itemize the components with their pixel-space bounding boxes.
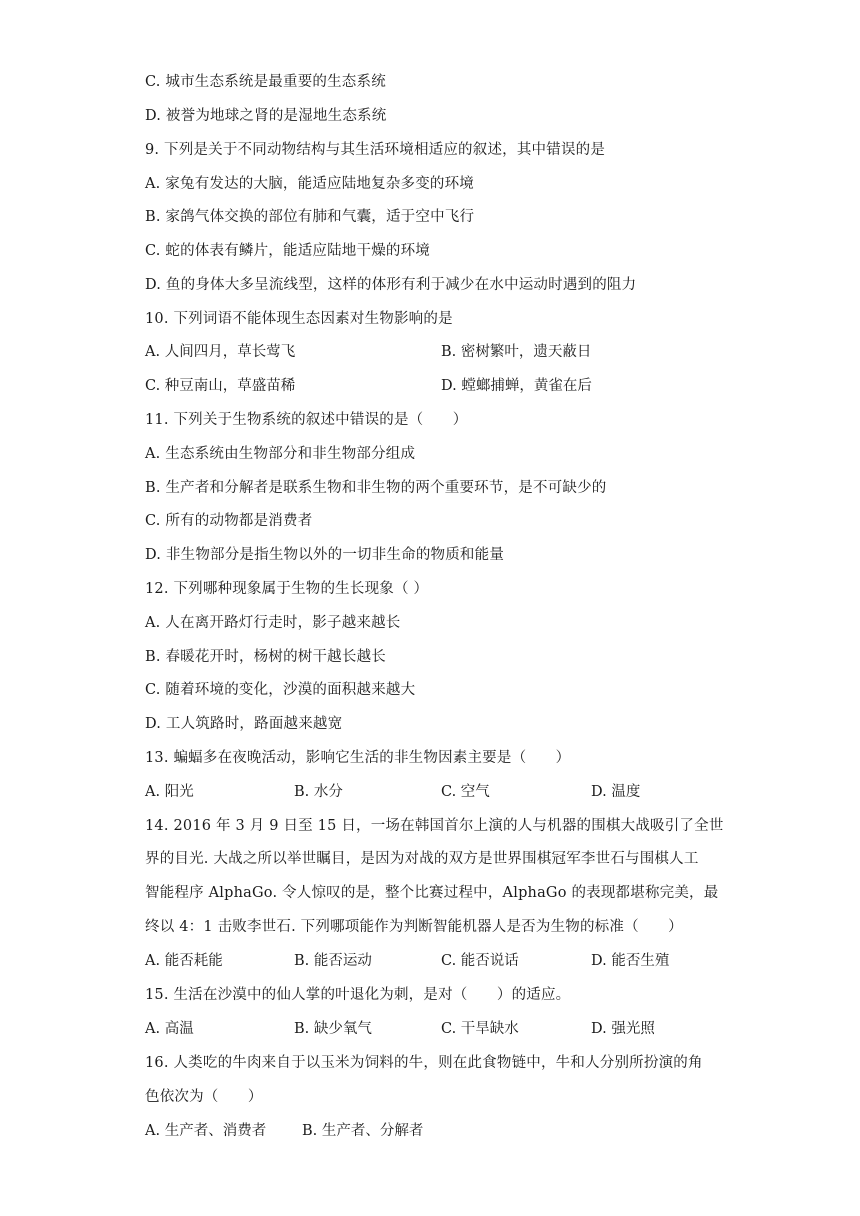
q12-option-a: A. 人在离开路灯行走时，影子越来越长 (145, 615, 401, 631)
q14-option-d: D. 能否生殖 (591, 953, 670, 969)
q14-option-b: B. 能否运动 (294, 953, 372, 969)
q16-stem-line-1: 16. 人类吃的牛肉来自于以玉米为饲料的牛，则在此食物链中，牛和人分别所扮演的角 (145, 1055, 703, 1071)
q15-option-b: B. 缺少氧气 (294, 1021, 372, 1037)
q12-option-d: D. 工人筑路时，路面越来越宽 (145, 716, 343, 732)
q9-option-a: A. 家兔有发达的大脑，能适应陆地复杂多变的环境 (145, 176, 474, 192)
q12-stem: 12. 下列哪种现象属于生物的生长现象（ ） (145, 581, 429, 597)
q14-stem-line-2: 界的目光. 大战之所以举世瞩目，是因为对战的双方是世界围棋冠军李世石与围棋人工 (145, 851, 699, 867)
q13-option-a: A. 阳光 (145, 784, 194, 800)
q11-option-d: D. 非生物部分是指生物以外的一切非生命的物质和能量 (145, 547, 505, 563)
q13-option-b: B. 水分 (294, 784, 343, 800)
q16-stem-line-2: 色依次为（ ） (145, 1089, 263, 1105)
q9-stem: 9. 下列是关于不同动物结构与其生活环境相适应的叙述，其中错误的是 (145, 142, 606, 158)
q16-option-b: B. 生产者、分解者 (302, 1123, 424, 1139)
q14-stem-line-4: 终以 4：1 击败李世石. 下列哪项能作为判断智能机器人是否为生物的标准（ ） (145, 919, 683, 935)
q13-option-c: C. 空气 (441, 784, 490, 800)
q11-option-c: C. 所有的动物都是消费者 (145, 513, 313, 529)
q9-option-c: C. 蛇的体表有鳞片，能适应陆地干燥的环境 (145, 243, 430, 259)
q10-option-d: D. 螳螂捕蝉，黄雀在后 (441, 378, 592, 394)
q11-option-b: B. 生产者和分解者是联系生物和非生物的两个重要环节，是不可缺少的 (145, 480, 607, 496)
q9-option-d: D. 鱼的身体大多呈流线型，这样的体形有利于减少在水中运动时遇到的阻力 (145, 277, 637, 293)
q15-stem: 15. 生活在沙漠中的仙人掌的叶退化为刺，是对（ ）的适应。 (145, 987, 571, 1003)
q14-option-c: C. 能否说话 (441, 953, 519, 969)
q12-option-b: B. 春暖花开时，杨树的树干越长越长 (145, 649, 386, 665)
q11-option-a: A. 生态系统由生物部分和非生物部分组成 (145, 446, 416, 462)
q8-option-d: D. 被誉为地球之肾的是湿地生态系统 (145, 108, 387, 124)
q10-option-c: C. 种豆南山，草盛苗稀 (145, 378, 296, 394)
q10-option-a: A. 人间四月，草长莺飞 (145, 344, 296, 360)
q15-option-d: D. 强光照 (591, 1021, 655, 1037)
q10-stem: 10. 下列词语不能体现生态因素对生物影响的是 (145, 311, 453, 327)
q15-option-c: C. 干旱缺水 (441, 1021, 519, 1037)
q9-option-b: B. 家鸽气体交换的部位有肺和气囊，适于空中飞行 (145, 209, 475, 225)
q14-option-a: A. 能否耗能 (145, 953, 223, 969)
q14-stem-line-1: 14. 2016 年 3 月 9 日至 15 日，一场在韩国首尔上演的人与机器的围棋大战吸引了全世 (145, 818, 724, 834)
q12-option-c: C. 随着环境的变化，沙漠的面积越来越大 (145, 682, 416, 698)
q10-option-b: B. 密树繁叶，遗天蔽日 (441, 344, 592, 360)
q11-stem: 11. 下列关于生物系统的叙述中错误的是（ ） (145, 412, 468, 428)
q14-stem-line-3: 智能程序 AlphaGo. 令人惊叹的是，整个比赛过程中，AlphaGo 的表现都堪称完美，最 (145, 885, 719, 901)
q8-option-c: C. 城市生态系统是最重要的生态系统 (145, 74, 386, 90)
q13-option-d: D. 温度 (591, 784, 641, 800)
q13-stem: 13. 蝙蝠多在夜晚活动，影响它生活的非生物因素主要是（ ） (145, 750, 571, 766)
q16-option-a: A. 生产者、消费者 (145, 1123, 267, 1139)
q15-option-a: A. 高温 (145, 1021, 194, 1037)
